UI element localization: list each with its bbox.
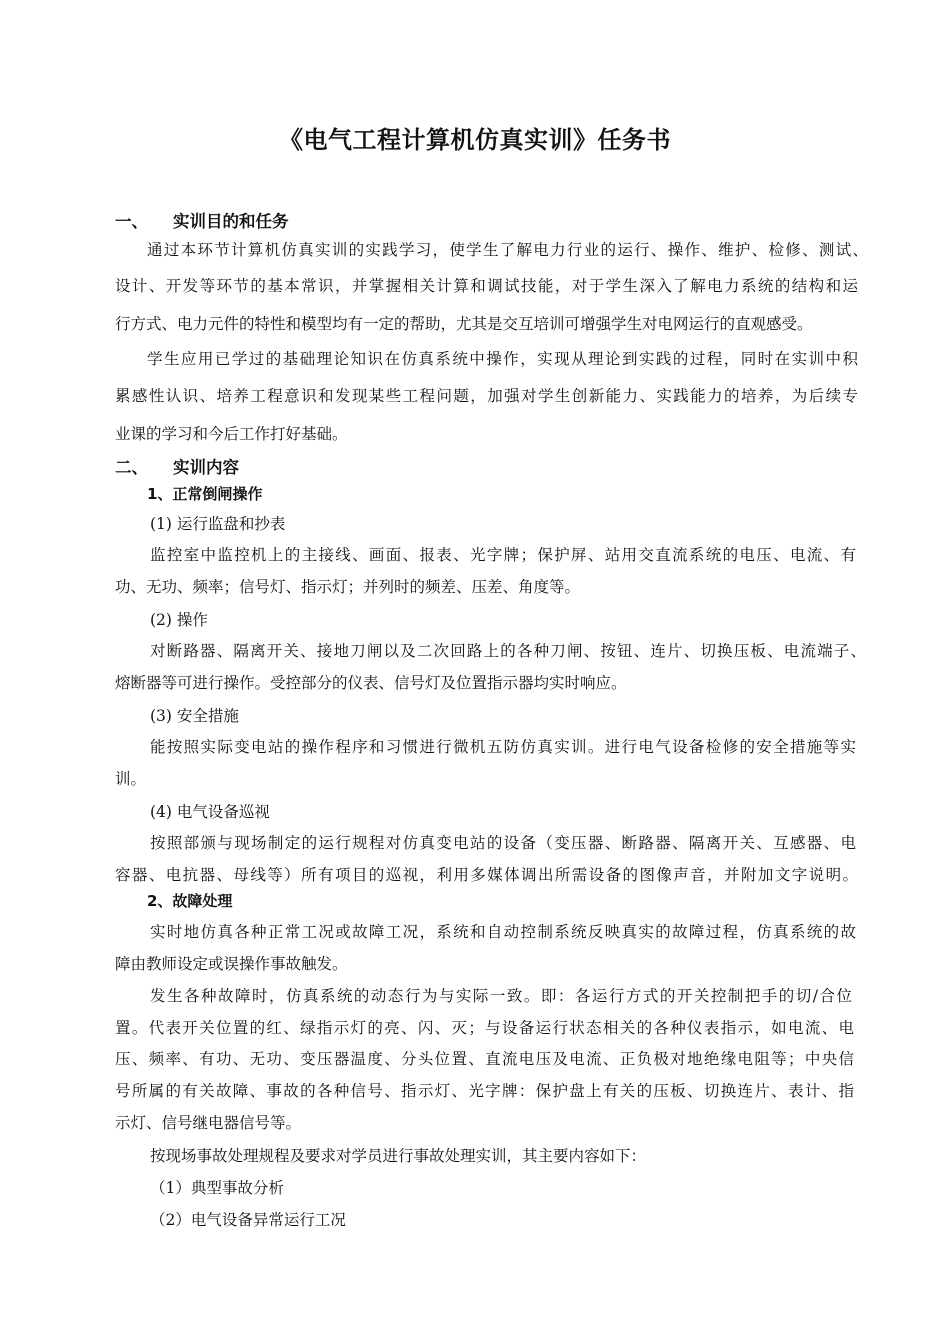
section-heading-1 — [115, 212, 289, 232]
item-label: (1) 运行监盘和抄表 — [150, 515, 286, 533]
list-item: （2）电气设备异常运行工况 — [150, 1211, 346, 1229]
paragraph-line: 监控室中监控机上的主接线、画面、报表、光字牌；保护屏、站用交直流系统的电压、电流、有 — [150, 546, 856, 564]
subsection-heading-1: 1、正常倒闸操作 — [147, 485, 263, 503]
paragraph-line: 累感性认识、培养工程意识和发现某些工程问题，加强对学生创新能力、实践能力的培养，为后续专 — [115, 387, 858, 405]
paragraph-line: 发生各种故障时，仿真系统的动态行为与实际一致。即：各运行方式的开关控制把手的切/合位 — [150, 987, 852, 1005]
subsection-heading-2: 2、故障处理 — [147, 892, 233, 910]
paragraph-line: 学生应用已学过的基础理论知识在仿真系统中操作，实现从理论到实践的过程，同时在实训中积 — [147, 350, 858, 368]
section-title: 实训内容 — [173, 458, 239, 477]
item-label: (4) 电气设备巡视 — [150, 803, 270, 821]
list-item: （1）典型事故分析 — [150, 1179, 284, 1197]
paragraph-line: 设计、开发等环节的基本常识，并掌握相关计算和调试技能，对于学生深入了解电力系统的结构和运 — [115, 277, 858, 295]
paragraph-line: 置。代表开关位置的红、绿指示灯的亮、闪、灭；与设备运行状态相关的各种仪表指示，如电流、电 — [115, 1019, 854, 1037]
paragraph-line: 障由教师设定或误操作事故触发。 — [115, 955, 348, 973]
paragraph-line: 压、频率、有功、无功、变压器温度、分头位置、直流电压及电流、正负极对地绝缘电阻等；中央信 — [115, 1050, 854, 1068]
paragraph-line: 行方式、电力元件的特性和模型均有一定的帮助，尤其是交互培训可增强学生对电网运行的直观感受。 — [115, 315, 813, 333]
document-title: 《电气工程计算机仿真实训》任务书 — [279, 126, 671, 154]
paragraph-line: 实时地仿真各种正常工况或故障工况，系统和自动控制系统反映真实的故障过程，仿真系统的故 — [150, 923, 856, 941]
item-label: (2) 操作 — [150, 611, 208, 629]
paragraph-line: 业课的学习和今后工作打好基础。 — [115, 425, 348, 443]
paragraph-line: 通过本环节计算机仿真实训的实践学习，使学生了解电力行业的运行、操作、维护、检修、测试、 — [147, 241, 868, 259]
section-number: 一、 — [115, 212, 148, 231]
section-number: 二、 — [115, 458, 148, 477]
paragraph-line: 训。 — [115, 770, 147, 788]
paragraph-line: 熔断器等可进行操作。受控部分的仪表、信号灯及位置指示器均实时响应。 — [115, 674, 627, 692]
paragraph-line: 容器、电抗器、母线等）所有项目的巡视，利用多媒体调出所需设备的图像声音，并附加文字说明。 — [115, 866, 858, 884]
section-heading-2 — [115, 458, 239, 478]
paragraph-line: 能按照实际变电站的操作程序和习惯进行微机五防仿真实训。进行电气设备检修的安全措施等实 — [150, 738, 856, 756]
item-label: (3) 安全措施 — [150, 707, 239, 725]
paragraph-line: 对断路器、隔离开关、接地刀闸以及二次回路上的各种刀闸、按钮、连片、切换压板、电流端子、 — [150, 642, 866, 660]
paragraph-line: 按照部颁与现场制定的运行规程对仿真变电站的设备（变压器、断路器、隔离开关、互感器、电 — [150, 834, 856, 852]
paragraph-line: 功、无功、频率；信号灯、指示灯；并列时的频差、压差、角度等。 — [115, 578, 581, 596]
paragraph-line: 按现场事故处理规程及要求对学员进行事故处理实训，其主要内容如下： — [150, 1147, 647, 1165]
section-title: 实训目的和任务 — [173, 212, 289, 231]
paragraph-line: 示灯、信号继电器信号等。 — [115, 1114, 302, 1132]
paragraph-line: 号所属的有关故障、事故的各种信号、指示灯、光字牌：保护盘上有关的压板、切换连片、表计、指 — [115, 1082, 854, 1100]
